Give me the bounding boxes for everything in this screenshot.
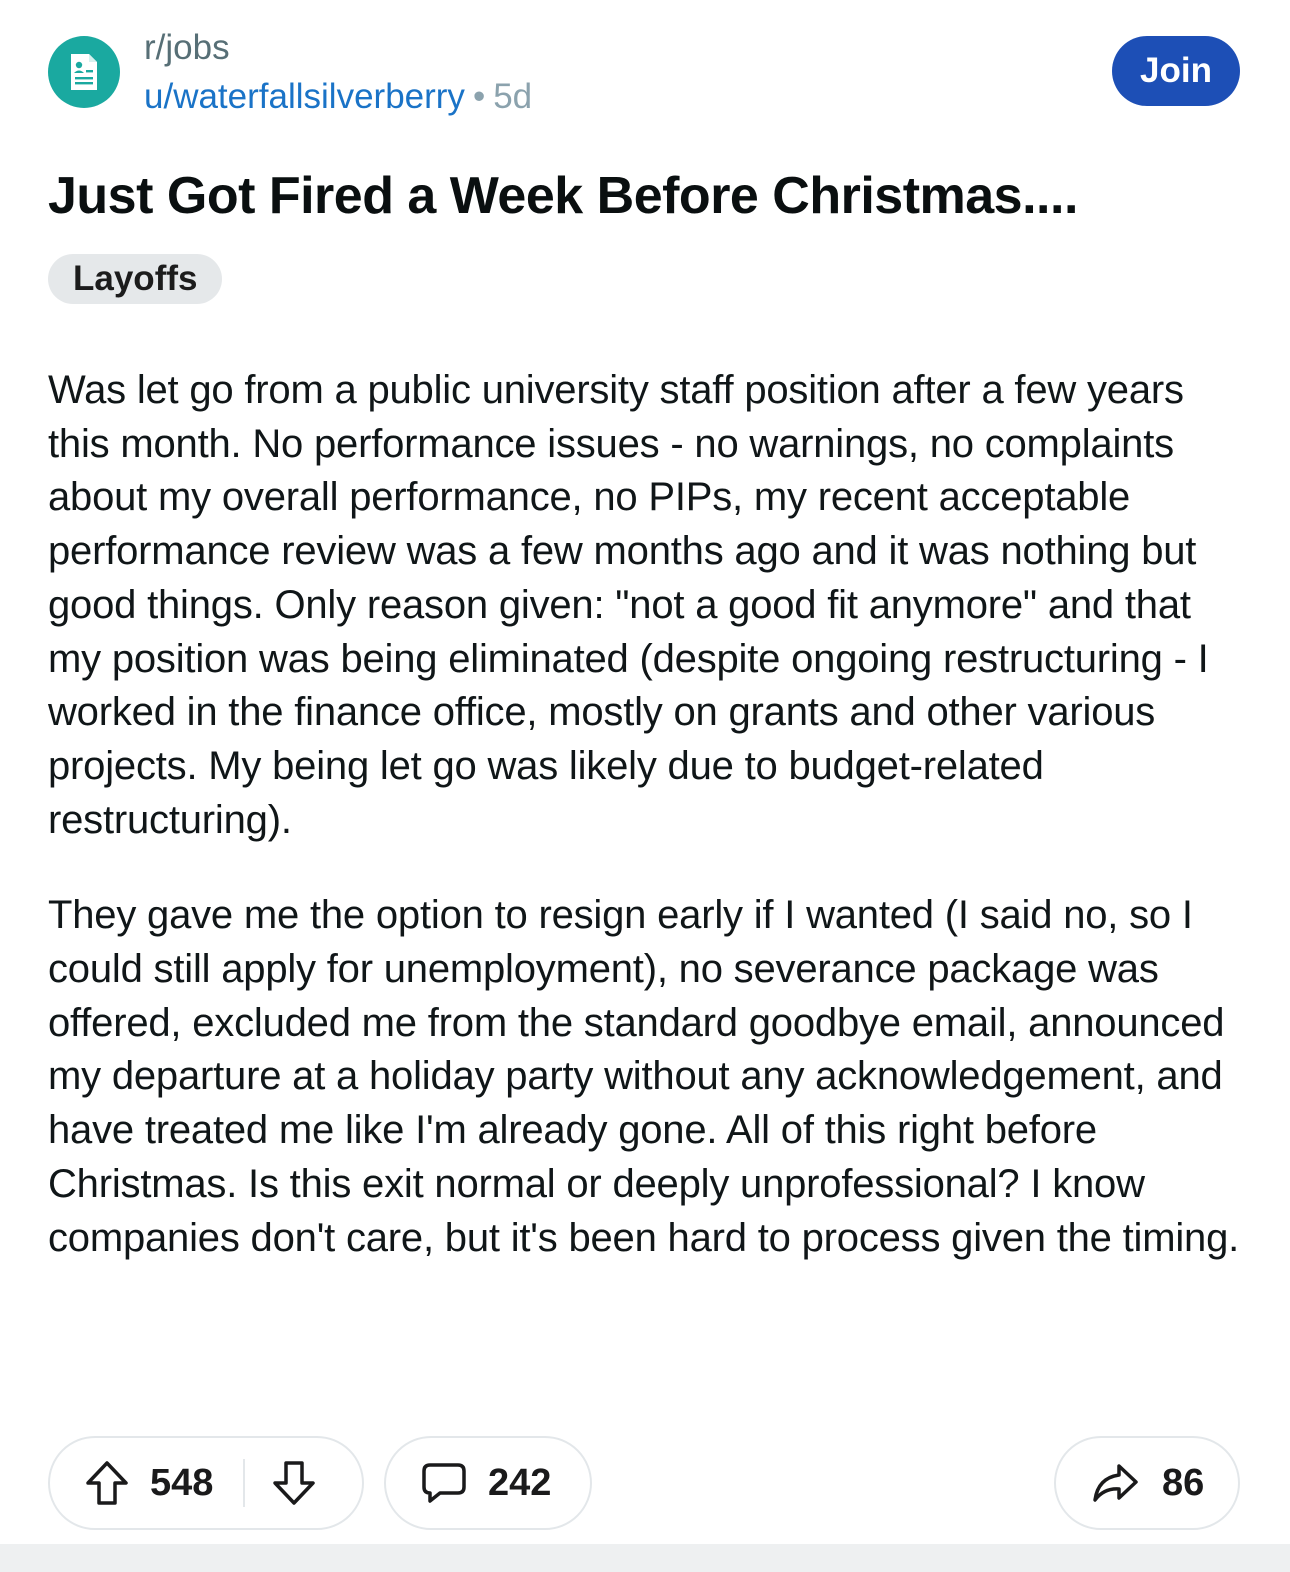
author-username[interactable]: u/waterfallsilverberry <box>144 77 465 116</box>
comment-bubble-icon <box>420 1459 468 1507</box>
share-button[interactable] <box>1054 1436 1240 1530</box>
bottom-divider <box>0 1544 1290 1572</box>
join-button[interactable]: Join <box>1112 36 1240 106</box>
post-flair[interactable]: Layoffs <box>48 254 222 304</box>
share-arrow-icon <box>1090 1460 1140 1506</box>
post-meta <box>144 28 532 122</box>
share-icon-wrap <box>1090 1460 1140 1506</box>
resume-document-icon <box>67 52 101 92</box>
comment-count: 242 <box>488 1461 552 1504</box>
comments-button[interactable] <box>384 1436 592 1530</box>
arrow-up-icon <box>84 1459 130 1507</box>
post-title: Just Got Fired a Week Before Christmas.... <box>48 167 1078 225</box>
subreddit-name[interactable]: r/jobs <box>144 28 230 67</box>
upvote-count: 548 <box>150 1461 214 1504</box>
subreddit-avatar[interactable] <box>48 36 120 108</box>
upvote-button[interactable] <box>84 1459 130 1507</box>
comment-icon-wrap <box>420 1459 468 1507</box>
vote-control <box>48 1436 364 1530</box>
separator-dot: • <box>472 77 486 116</box>
action-bar <box>48 1436 1240 1530</box>
byline <box>144 72 532 122</box>
vote-divider <box>243 1459 245 1507</box>
post-header <box>48 28 1240 128</box>
downvote-button[interactable] <box>271 1459 317 1507</box>
post-age: 5d <box>493 77 533 116</box>
post-body <box>48 364 1248 1265</box>
body-paragraph: They gave me the option to resign early if I wanted (I said no, so I could still apply for unemployment), no severance package was offered, excluded me from the standard goodbye email, announced my departure at a holiday party without any acknowledgement, and have treated me like I'm already gone. All of this right before Christmas. Is this exit normal or deeply unprofessional? I know companies don't care, but it's been hard to process given the timing. <box>48 893 1240 1260</box>
body-paragraph: Was let go from a public university staff position after a few years this month. No performance issues - no warnings, no complaints about my overall performance, no PIPs, my recent acceptable performance review was a few months ago and it was nothing but good things. Only reason given: "not a good fit anymore" and that my position was being eliminated (despite ongoing restructuring - I worked in the finance office, mostly on grants and other various projects. My being let go was likely due to budget-related restructuring). <box>48 368 1209 842</box>
share-count: 86 <box>1162 1461 1205 1504</box>
arrow-down-icon <box>271 1459 317 1507</box>
